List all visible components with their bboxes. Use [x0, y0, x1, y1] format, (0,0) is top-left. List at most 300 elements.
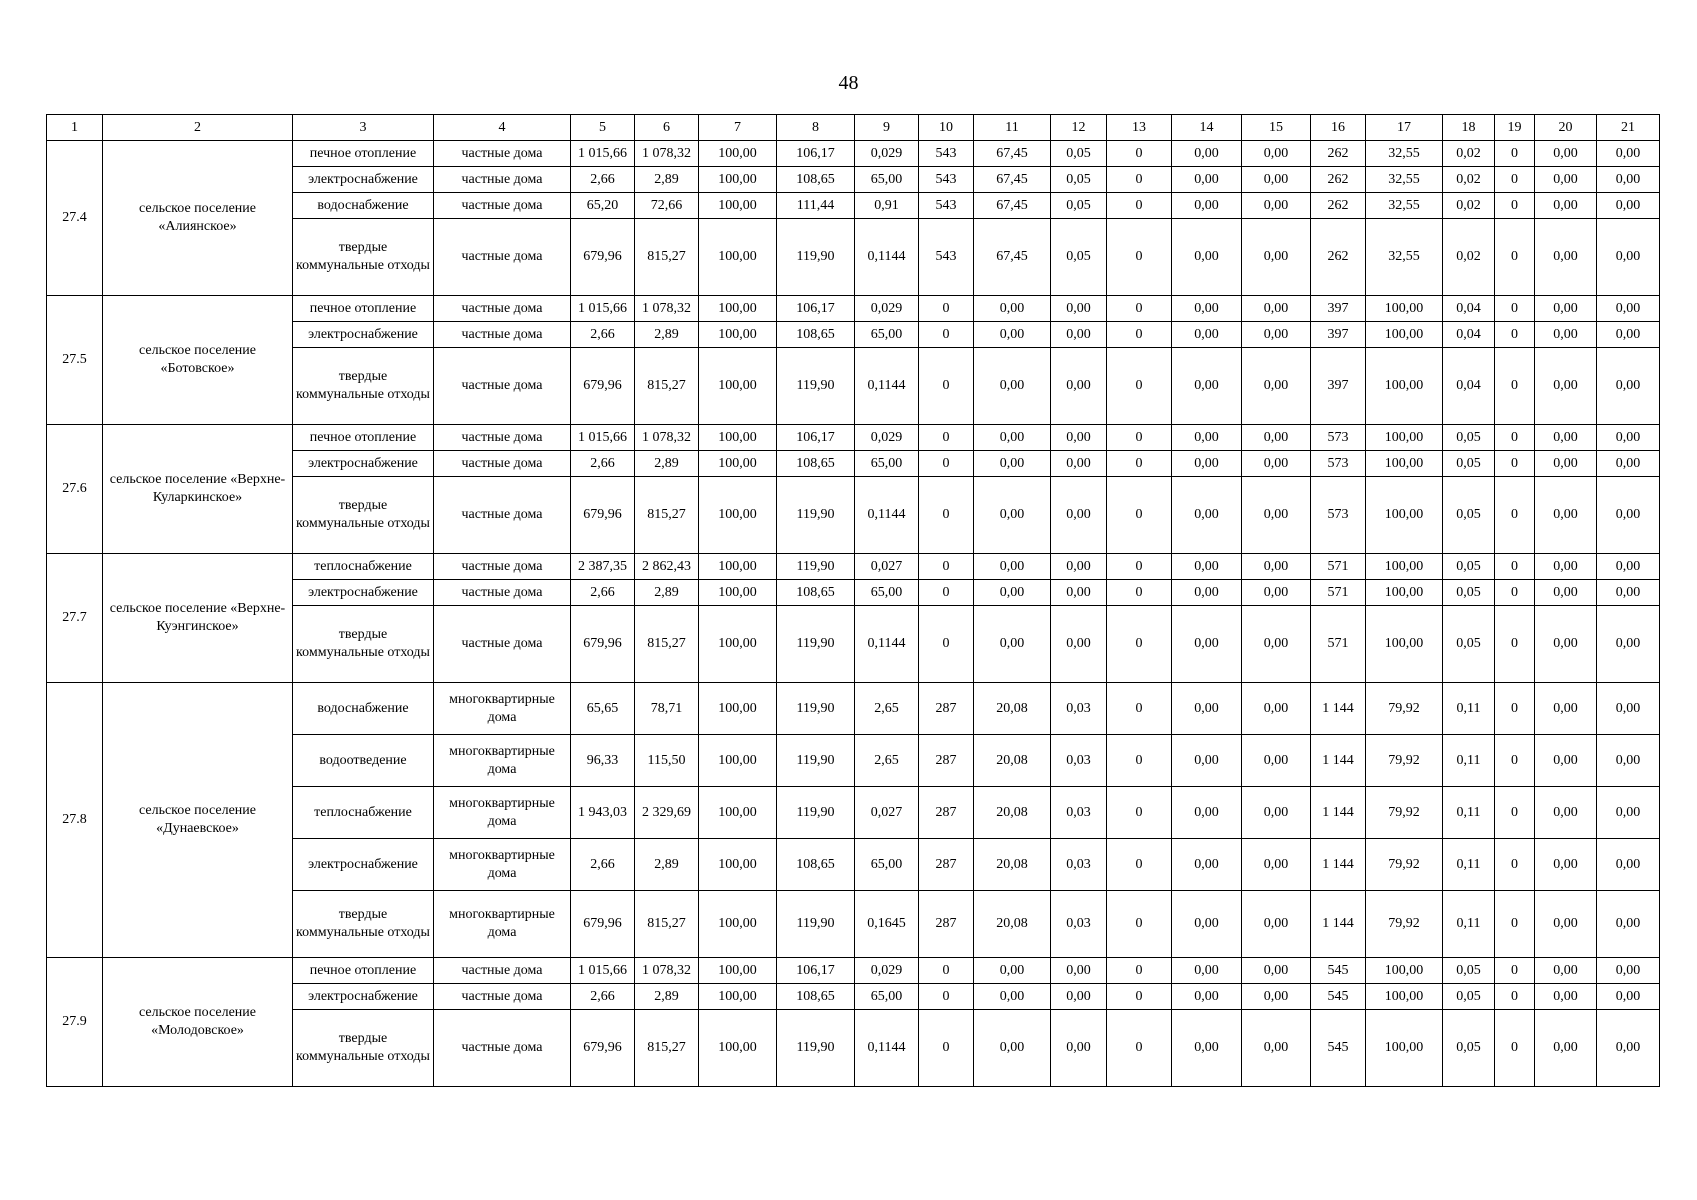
value-cell: 0,00	[1535, 984, 1597, 1010]
value-cell: 78,71	[635, 683, 699, 735]
table-row	[47, 296, 1660, 322]
value-cell: 0,00	[974, 348, 1051, 425]
header-row	[47, 115, 1660, 141]
value-cell: 0	[1495, 425, 1535, 451]
value-cell: 0,1144	[855, 219, 919, 296]
value-cell: 0,00	[1172, 167, 1242, 193]
housing-type: многоквартирные дома	[434, 683, 571, 735]
housing-type: частные дома	[434, 984, 571, 1010]
value-cell: 0,03	[1051, 839, 1107, 891]
value-cell: 2,66	[571, 167, 635, 193]
housing-type: частные дома	[434, 348, 571, 425]
value-cell: 0,00	[1051, 348, 1107, 425]
value-cell: 0,00	[974, 554, 1051, 580]
value-cell: 0,00	[1535, 1010, 1597, 1087]
value-cell: 0	[1495, 683, 1535, 735]
value-cell: 100,00	[699, 193, 777, 219]
value-cell: 0,02	[1443, 219, 1495, 296]
column-header: 11	[974, 115, 1051, 141]
value-cell: 815,27	[635, 1010, 699, 1087]
value-cell: 100,00	[1366, 1010, 1443, 1087]
value-cell: 79,92	[1366, 787, 1443, 839]
value-cell: 0,00	[1172, 891, 1242, 958]
value-cell: 0,00	[1597, 787, 1660, 839]
value-cell: 20,08	[974, 683, 1051, 735]
value-cell: 0,05	[1051, 219, 1107, 296]
value-cell: 0,00	[1597, 425, 1660, 451]
value-cell: 0	[1107, 219, 1172, 296]
value-cell: 79,92	[1366, 839, 1443, 891]
value-cell: 0,00	[1172, 219, 1242, 296]
value-cell: 679,96	[571, 891, 635, 958]
value-cell: 0	[1107, 167, 1172, 193]
value-cell: 0	[919, 451, 974, 477]
value-cell: 543	[919, 167, 974, 193]
column-header: 2	[103, 115, 293, 141]
value-cell: 0	[1107, 606, 1172, 683]
service-type: твердые коммунальные отходы	[293, 606, 434, 683]
value-cell: 815,27	[635, 891, 699, 958]
column-header: 19	[1495, 115, 1535, 141]
value-cell: 0,029	[855, 958, 919, 984]
value-cell: 100,00	[699, 958, 777, 984]
service-type: электроснабжение	[293, 167, 434, 193]
value-cell: 0,00	[1535, 322, 1597, 348]
value-cell: 0	[1495, 839, 1535, 891]
value-cell: 108,65	[777, 451, 855, 477]
value-cell: 0,00	[974, 451, 1051, 477]
value-cell: 0	[919, 322, 974, 348]
value-cell: 0,1144	[855, 348, 919, 425]
value-cell: 0,00	[1242, 1010, 1311, 1087]
service-type: теплоснабжение	[293, 554, 434, 580]
value-cell: 0,00	[1242, 451, 1311, 477]
value-cell: 0,00	[1242, 141, 1311, 167]
value-cell: 20,08	[974, 891, 1051, 958]
value-cell: 100,00	[1366, 958, 1443, 984]
value-cell: 0,05	[1443, 606, 1495, 683]
value-cell: 0,00	[1051, 984, 1107, 1010]
column-header: 21	[1597, 115, 1660, 141]
column-header: 14	[1172, 115, 1242, 141]
value-cell: 100,00	[1366, 348, 1443, 425]
column-header: 13	[1107, 115, 1172, 141]
service-type: твердые коммунальные отходы	[293, 219, 434, 296]
service-type: твердые коммунальные отходы	[293, 477, 434, 554]
value-cell: 262	[1311, 219, 1366, 296]
value-cell: 100,00	[699, 735, 777, 787]
value-cell: 0,05	[1051, 141, 1107, 167]
service-type: водоснабжение	[293, 683, 434, 735]
value-cell: 0,11	[1443, 735, 1495, 787]
value-cell: 0	[1107, 839, 1172, 891]
value-cell: 0	[1107, 141, 1172, 167]
housing-type: многоквартирные дома	[434, 891, 571, 958]
value-cell: 1 078,32	[635, 141, 699, 167]
value-cell: 0,00	[1597, 1010, 1660, 1087]
value-cell: 0,027	[855, 787, 919, 839]
value-cell: 100,00	[1366, 451, 1443, 477]
value-cell: 0,00	[1242, 167, 1311, 193]
row-number: 27.6	[47, 425, 103, 554]
value-cell: 0	[1495, 606, 1535, 683]
value-cell: 0	[1107, 322, 1172, 348]
value-cell: 0,00	[974, 296, 1051, 322]
value-cell: 571	[1311, 606, 1366, 683]
tariff-table	[46, 114, 1660, 1087]
value-cell: 0,00	[1597, 891, 1660, 958]
value-cell: 397	[1311, 296, 1366, 322]
value-cell: 0,02	[1443, 167, 1495, 193]
value-cell: 0	[919, 958, 974, 984]
value-cell: 2,65	[855, 735, 919, 787]
value-cell: 0,00	[1535, 958, 1597, 984]
value-cell: 287	[919, 891, 974, 958]
value-cell: 65,00	[855, 580, 919, 606]
value-cell: 108,65	[777, 322, 855, 348]
value-cell: 0,03	[1051, 891, 1107, 958]
value-cell: 0,00	[1172, 348, 1242, 425]
value-cell: 100,00	[699, 141, 777, 167]
value-cell: 0,029	[855, 425, 919, 451]
service-type: твердые коммунальные отходы	[293, 348, 434, 425]
value-cell: 0,00	[1242, 554, 1311, 580]
value-cell: 543	[919, 141, 974, 167]
value-cell: 0,00	[1535, 477, 1597, 554]
value-cell: 0	[1107, 451, 1172, 477]
value-cell: 0,05	[1051, 167, 1107, 193]
value-cell: 20,08	[974, 735, 1051, 787]
row-number: 27.4	[47, 141, 103, 296]
value-cell: 0,029	[855, 141, 919, 167]
value-cell: 0,00	[1172, 683, 1242, 735]
value-cell: 100,00	[1366, 477, 1443, 554]
value-cell: 100,00	[1366, 554, 1443, 580]
value-cell: 262	[1311, 167, 1366, 193]
value-cell: 679,96	[571, 606, 635, 683]
value-cell: 100,00	[1366, 322, 1443, 348]
value-cell: 679,96	[571, 477, 635, 554]
value-cell: 0,00	[1172, 839, 1242, 891]
value-cell: 100,00	[699, 984, 777, 1010]
value-cell: 0	[1107, 735, 1172, 787]
column-header: 18	[1443, 115, 1495, 141]
value-cell: 1 015,66	[571, 425, 635, 451]
value-cell: 815,27	[635, 477, 699, 554]
value-cell: 0,00	[1597, 554, 1660, 580]
value-cell: 0,00	[1242, 958, 1311, 984]
value-cell: 0,00	[1597, 606, 1660, 683]
value-cell: 0	[919, 296, 974, 322]
value-cell: 679,96	[571, 219, 635, 296]
value-cell: 0,00	[974, 1010, 1051, 1087]
value-cell: 0,00	[1597, 477, 1660, 554]
value-cell: 0,00	[1172, 141, 1242, 167]
row-number: 27.9	[47, 958, 103, 1087]
value-cell: 0	[1107, 1010, 1172, 1087]
value-cell: 287	[919, 683, 974, 735]
value-cell: 262	[1311, 141, 1366, 167]
value-cell: 65,00	[855, 451, 919, 477]
value-cell: 0,00	[1242, 606, 1311, 683]
column-header: 7	[699, 115, 777, 141]
value-cell: 0	[1107, 425, 1172, 451]
value-cell: 0,00	[1242, 580, 1311, 606]
value-cell: 262	[1311, 193, 1366, 219]
value-cell: 111,44	[777, 193, 855, 219]
value-cell: 0,00	[1242, 984, 1311, 1010]
value-cell: 100,00	[699, 683, 777, 735]
value-cell: 0,00	[974, 477, 1051, 554]
value-cell: 0,00	[974, 606, 1051, 683]
value-cell: 0	[1495, 193, 1535, 219]
value-cell: 397	[1311, 348, 1366, 425]
value-cell: 0,00	[1597, 839, 1660, 891]
settlement-name: сельское поселение «Дунаевское»	[103, 683, 293, 958]
value-cell: 0,00	[1242, 477, 1311, 554]
value-cell: 100,00	[1366, 984, 1443, 1010]
value-cell: 0	[1107, 580, 1172, 606]
value-cell: 106,17	[777, 958, 855, 984]
service-type: печное отопление	[293, 425, 434, 451]
value-cell: 2,89	[635, 451, 699, 477]
value-cell: 0,00	[1597, 580, 1660, 606]
value-cell: 2,65	[855, 683, 919, 735]
housing-type: многоквартирные дома	[434, 735, 571, 787]
value-cell: 0,00	[1535, 296, 1597, 322]
value-cell: 115,50	[635, 735, 699, 787]
value-cell: 0	[919, 425, 974, 451]
value-cell: 0	[919, 1010, 974, 1087]
value-cell: 67,45	[974, 219, 1051, 296]
value-cell: 0	[1495, 787, 1535, 839]
value-cell: 32,55	[1366, 219, 1443, 296]
value-cell: 0	[1495, 554, 1535, 580]
value-cell: 2,66	[571, 984, 635, 1010]
value-cell: 65,20	[571, 193, 635, 219]
service-type: электроснабжение	[293, 839, 434, 891]
value-cell: 0,00	[1172, 477, 1242, 554]
column-header: 20	[1535, 115, 1597, 141]
value-cell: 0,00	[1597, 348, 1660, 425]
value-cell: 0,1144	[855, 1010, 919, 1087]
value-cell: 0,04	[1443, 296, 1495, 322]
value-cell: 0	[1495, 451, 1535, 477]
service-type: печное отопление	[293, 958, 434, 984]
value-cell: 0,05	[1443, 1010, 1495, 1087]
value-cell: 108,65	[777, 580, 855, 606]
value-cell: 79,92	[1366, 683, 1443, 735]
value-cell: 0	[1495, 477, 1535, 554]
value-cell: 100,00	[699, 606, 777, 683]
value-cell: 0,00	[1172, 1010, 1242, 1087]
value-cell: 0,00	[1597, 735, 1660, 787]
value-cell: 0,00	[1172, 735, 1242, 787]
value-cell: 1 144	[1311, 839, 1366, 891]
value-cell: 0,00	[1172, 322, 1242, 348]
value-cell: 815,27	[635, 348, 699, 425]
housing-type: частные дома	[434, 425, 571, 451]
value-cell: 65,65	[571, 683, 635, 735]
value-cell: 0,029	[855, 296, 919, 322]
value-cell: 0,00	[974, 322, 1051, 348]
column-header: 8	[777, 115, 855, 141]
value-cell: 0,04	[1443, 322, 1495, 348]
value-cell: 0,00	[1051, 580, 1107, 606]
service-type: печное отопление	[293, 296, 434, 322]
value-cell: 100,00	[699, 219, 777, 296]
value-cell: 0,05	[1443, 477, 1495, 554]
value-cell: 0,11	[1443, 891, 1495, 958]
value-cell: 79,92	[1366, 891, 1443, 958]
value-cell: 573	[1311, 425, 1366, 451]
value-cell: 100,00	[1366, 580, 1443, 606]
value-cell: 0,00	[1172, 425, 1242, 451]
value-cell: 815,27	[635, 606, 699, 683]
housing-type: частные дома	[434, 606, 571, 683]
value-cell: 20,08	[974, 839, 1051, 891]
value-cell: 2,66	[571, 451, 635, 477]
housing-type: многоквартирные дома	[434, 839, 571, 891]
value-cell: 65,00	[855, 167, 919, 193]
value-cell: 0,00	[1242, 348, 1311, 425]
value-cell: 2 329,69	[635, 787, 699, 839]
value-cell: 0	[919, 348, 974, 425]
value-cell: 67,45	[974, 167, 1051, 193]
value-cell: 0,00	[974, 958, 1051, 984]
housing-type: частные дома	[434, 580, 571, 606]
value-cell: 100,00	[699, 451, 777, 477]
column-header: 5	[571, 115, 635, 141]
value-cell: 1 015,66	[571, 296, 635, 322]
value-cell: 1 144	[1311, 891, 1366, 958]
value-cell: 0	[1495, 348, 1535, 425]
value-cell: 0,00	[1535, 219, 1597, 296]
value-cell: 0,03	[1051, 735, 1107, 787]
value-cell: 119,90	[777, 606, 855, 683]
value-cell: 0,11	[1443, 787, 1495, 839]
value-cell: 0,027	[855, 554, 919, 580]
value-cell: 1 144	[1311, 787, 1366, 839]
settlement-name: сельское поселение «Алиянское»	[103, 141, 293, 296]
value-cell: 108,65	[777, 984, 855, 1010]
value-cell: 100,00	[699, 167, 777, 193]
value-cell: 397	[1311, 322, 1366, 348]
value-cell: 0	[1107, 891, 1172, 958]
value-cell: 1 078,32	[635, 958, 699, 984]
value-cell: 106,17	[777, 141, 855, 167]
column-header: 12	[1051, 115, 1107, 141]
value-cell: 1 015,66	[571, 141, 635, 167]
value-cell: 106,17	[777, 296, 855, 322]
value-cell: 1 943,03	[571, 787, 635, 839]
value-cell: 0,00	[1535, 735, 1597, 787]
value-cell: 287	[919, 839, 974, 891]
service-type: водоотведение	[293, 735, 434, 787]
housing-type: частные дома	[434, 477, 571, 554]
value-cell: 0	[1495, 735, 1535, 787]
value-cell: 0,00	[1597, 683, 1660, 735]
value-cell: 543	[919, 219, 974, 296]
value-cell: 100,00	[1366, 296, 1443, 322]
value-cell: 0,00	[1535, 683, 1597, 735]
value-cell: 119,90	[777, 683, 855, 735]
value-cell: 108,65	[777, 839, 855, 891]
housing-type: частные дома	[434, 296, 571, 322]
value-cell: 32,55	[1366, 167, 1443, 193]
value-cell: 573	[1311, 451, 1366, 477]
value-cell: 20,08	[974, 787, 1051, 839]
value-cell: 0,00	[1535, 167, 1597, 193]
value-cell: 679,96	[571, 1010, 635, 1087]
value-cell: 2,89	[635, 167, 699, 193]
value-cell: 0,05	[1443, 451, 1495, 477]
value-cell: 0	[1495, 958, 1535, 984]
value-cell: 0,00	[1242, 219, 1311, 296]
service-type: печное отопление	[293, 141, 434, 167]
value-cell: 100,00	[699, 580, 777, 606]
service-type: электроснабжение	[293, 451, 434, 477]
value-cell: 0,1645	[855, 891, 919, 958]
value-cell: 0	[1107, 984, 1172, 1010]
value-cell: 0,00	[1597, 322, 1660, 348]
value-cell: 0,00	[1597, 984, 1660, 1010]
value-cell: 0,05	[1443, 554, 1495, 580]
value-cell: 287	[919, 735, 974, 787]
value-cell: 119,90	[777, 1010, 855, 1087]
value-cell: 0	[1495, 891, 1535, 958]
value-cell: 96,33	[571, 735, 635, 787]
value-cell: 0,03	[1051, 683, 1107, 735]
value-cell: 0,00	[1535, 606, 1597, 683]
value-cell: 100,00	[699, 322, 777, 348]
value-cell: 100,00	[699, 425, 777, 451]
value-cell: 106,17	[777, 425, 855, 451]
value-cell: 67,45	[974, 193, 1051, 219]
value-cell: 0	[1495, 984, 1535, 1010]
table-row	[47, 554, 1660, 580]
value-cell: 0,00	[974, 984, 1051, 1010]
value-cell: 0,04	[1443, 348, 1495, 425]
value-cell: 0	[919, 984, 974, 1010]
service-type: твердые коммунальные отходы	[293, 1010, 434, 1087]
value-cell: 1 078,32	[635, 425, 699, 451]
value-cell: 0,00	[1172, 580, 1242, 606]
value-cell: 0,00	[1051, 425, 1107, 451]
value-cell: 0,00	[1597, 141, 1660, 167]
value-cell: 543	[919, 193, 974, 219]
column-header: 3	[293, 115, 434, 141]
value-cell: 100,00	[699, 787, 777, 839]
table-row	[47, 141, 1660, 167]
column-header: 1	[47, 115, 103, 141]
value-cell: 0	[1495, 219, 1535, 296]
settlement-name: сельское поселение «Верхне-Куларкинское»	[103, 425, 293, 554]
column-header: 15	[1242, 115, 1311, 141]
value-cell: 100,00	[699, 839, 777, 891]
value-cell: 32,55	[1366, 193, 1443, 219]
value-cell: 0	[1495, 322, 1535, 348]
value-cell: 100,00	[1366, 425, 1443, 451]
value-cell: 0,00	[1172, 984, 1242, 1010]
column-header: 10	[919, 115, 974, 141]
value-cell: 1 144	[1311, 683, 1366, 735]
settlement-name: сельское поселение «Ботовское»	[103, 296, 293, 425]
row-number: 27.8	[47, 683, 103, 958]
value-cell: 0	[1107, 296, 1172, 322]
value-cell: 119,90	[777, 735, 855, 787]
value-cell: 119,90	[777, 554, 855, 580]
